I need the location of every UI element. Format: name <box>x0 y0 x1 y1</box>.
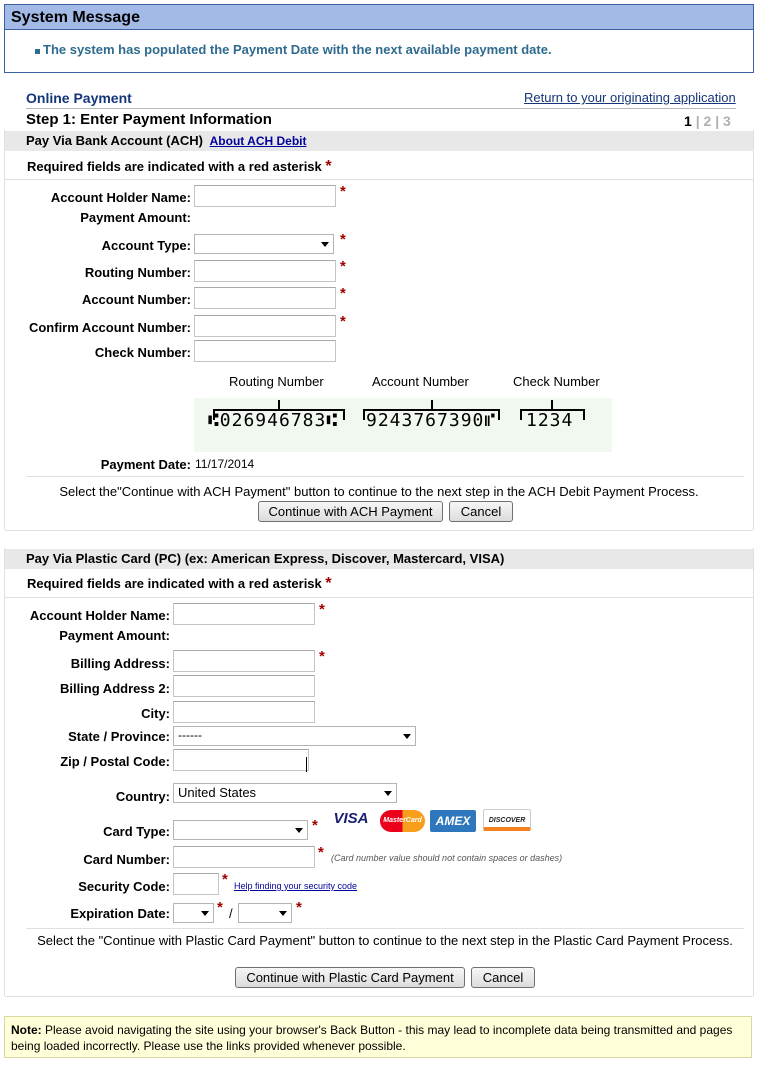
pc-state-value: ------ <box>178 728 202 742</box>
about-ach-link[interactable]: About ACH Debit <box>209 134 307 148</box>
card-number-hint: (Card number value should not contain spaces or dashes) <box>331 853 563 863</box>
ach-date-label: Payment Date: <box>100 457 191 472</box>
ach-check-input[interactable] <box>194 340 336 362</box>
chevron-down-icon <box>403 734 411 739</box>
ach-confirm-input[interactable] <box>194 315 336 337</box>
ach-cancel-button[interactable]: Cancel <box>449 501 513 522</box>
chevron-down-icon <box>321 242 329 247</box>
return-link[interactable]: Return to your originating application <box>524 90 736 105</box>
system-message-title: System Message <box>4 4 754 30</box>
required-asterisk: * <box>340 313 346 330</box>
required-asterisk: * <box>312 817 318 834</box>
check-number-digits: 1234 <box>526 410 574 431</box>
navigation-note <box>4 1016 752 1058</box>
check-account-label: Account Number <box>372 374 469 389</box>
ach-amount-label: Payment Amount: <box>80 210 191 225</box>
pc-billing2-input[interactable] <box>173 675 315 697</box>
required-asterisk: * <box>222 871 228 888</box>
pc-city-label: City: <box>141 706 170 721</box>
step-indicator <box>684 113 731 129</box>
check-number-label: Check Number <box>513 374 600 389</box>
step-separator: | <box>715 113 720 129</box>
ach-section-title: Pay Via Bank Account (ACH) <box>26 133 203 148</box>
ach-date-value: 11/17/2014 <box>195 457 255 471</box>
pc-card-number-label: Card Number: <box>83 852 170 867</box>
discover-logo-icon: DISCOVER <box>483 809 531 831</box>
ach-type-select[interactable] <box>194 234 334 254</box>
pc-country-select[interactable] <box>173 783 397 803</box>
check-sample-image <box>194 372 614 454</box>
pc-instruction: Select the "Continue with Plastic Card Payment" button to continue to the next step in the Plastic Card Payment Process. <box>37 933 733 948</box>
page-title: Online Payment <box>26 90 132 106</box>
pc-security-label: Security Code: <box>78 879 170 894</box>
continue-ach-button[interactable]: Continue with ACH Payment <box>258 501 443 522</box>
security-help-link[interactable]: Help finding your security code <box>234 881 358 891</box>
pc-card-number-input[interactable] <box>173 846 315 868</box>
pc-cancel-button[interactable]: Cancel <box>471 967 535 988</box>
mastercard-logo-icon: MasterCard <box>380 810 425 832</box>
pc-card-type-label: Card Type: <box>103 824 170 839</box>
visa-logo-icon: VISA <box>333 810 369 827</box>
required-asterisk: * <box>340 285 346 302</box>
step-1: 1 <box>684 113 692 129</box>
continue-plastic-card-button[interactable]: Continue with Plastic Card Payment <box>235 967 465 988</box>
ach-account-label: Account Number: <box>81 292 191 307</box>
required-note-text: Required fields are indicated with a red asterisk <box>27 159 322 174</box>
amex-logo-icon: AMEX <box>430 810 476 832</box>
required-asterisk: * <box>340 231 346 248</box>
check-routing-digits: ⑆026946783⑆ <box>208 410 339 431</box>
step-separator: | <box>695 113 700 129</box>
ach-section-header <box>5 131 753 151</box>
chevron-down-icon <box>201 911 209 916</box>
pc-required-note <box>27 575 332 593</box>
required-asterisk: * <box>217 899 223 916</box>
text-cursor <box>306 757 307 772</box>
ach-account-input[interactable] <box>194 287 336 309</box>
step-title: Step 1: Enter Payment Information <box>26 111 272 128</box>
ach-holder-label: Account Holder Name: <box>50 190 191 205</box>
pc-exp-year-select[interactable] <box>238 903 292 923</box>
ach-instruction: Select the"Continue with ACH Payment" button to continue to the next step in the ACH Debit Payment Process. <box>59 484 699 499</box>
pc-billing-label: Billing Address: <box>70 656 170 671</box>
check-routing-label: Routing Number <box>229 374 324 389</box>
pc-billing2-label: Billing Address 2: <box>59 681 170 696</box>
pc-city-input[interactable] <box>173 701 315 723</box>
check-account-digits: 9243767390⑈ <box>366 410 497 431</box>
pc-section-header <box>5 549 753 569</box>
pc-section-title: Pay Via Plastic Card (PC) (ex: American Express, Discover, Mastercard, VISA) <box>26 551 505 566</box>
pc-holder-label: Account Holder Name: <box>29 608 170 623</box>
ach-type-label: Account Type: <box>101 238 191 253</box>
pc-billing-input[interactable] <box>173 650 315 672</box>
required-asterisk: * <box>340 258 346 275</box>
ach-confirm-label: Confirm Account Number: <box>28 320 191 335</box>
pc-security-input[interactable] <box>173 873 219 895</box>
pc-zip-input[interactable] <box>173 749 309 771</box>
pc-zip-label: Zip / Postal Code: <box>60 754 170 769</box>
pc-state-label: State / Province: <box>68 729 170 744</box>
exp-separator: / <box>229 906 233 921</box>
pc-exp-month-select[interactable] <box>173 903 214 923</box>
pc-expiration-label: Expiration Date: <box>70 906 170 921</box>
required-note-text: Required fields are indicated with a red asterisk <box>27 576 322 591</box>
required-asterisk: * <box>325 158 332 175</box>
system-message-panel <box>4 30 754 73</box>
step-3: 3 <box>723 113 731 129</box>
required-asterisk: * <box>318 844 324 861</box>
pc-amount-label: Payment Amount: <box>59 628 170 643</box>
chevron-down-icon <box>295 828 303 833</box>
ach-routing-label: Routing Number: <box>84 265 191 280</box>
system-message-text: The system has populated the Payment Date with the next available payment date. <box>43 42 552 57</box>
required-asterisk: * <box>340 183 346 200</box>
pc-state-select[interactable] <box>173 726 416 746</box>
required-asterisk: * <box>319 648 325 665</box>
ach-check-label: Check Number: <box>94 345 191 360</box>
ach-holder-input[interactable] <box>194 185 336 207</box>
pc-country-value: United States <box>178 785 257 800</box>
pc-holder-input[interactable] <box>173 603 315 625</box>
pc-country-label: Country: <box>115 789 170 804</box>
step-2: 2 <box>703 113 712 129</box>
ach-required-note <box>27 158 332 176</box>
pc-card-type-select[interactable] <box>173 820 308 840</box>
required-asterisk: * <box>319 601 325 618</box>
note-label: Note: <box>11 1023 42 1037</box>
chevron-down-icon <box>279 911 287 916</box>
required-asterisk: * <box>296 899 302 916</box>
note-text: Please avoid navigating the site using your browser's Back Button - this may lead to incomplete data being transmitted and pages being loaded incorrectly. Please use the links provided whenever possible. <box>11 1023 733 1053</box>
required-asterisk: * <box>325 575 332 592</box>
chevron-down-icon <box>384 791 392 796</box>
ach-routing-input[interactable] <box>194 260 336 282</box>
